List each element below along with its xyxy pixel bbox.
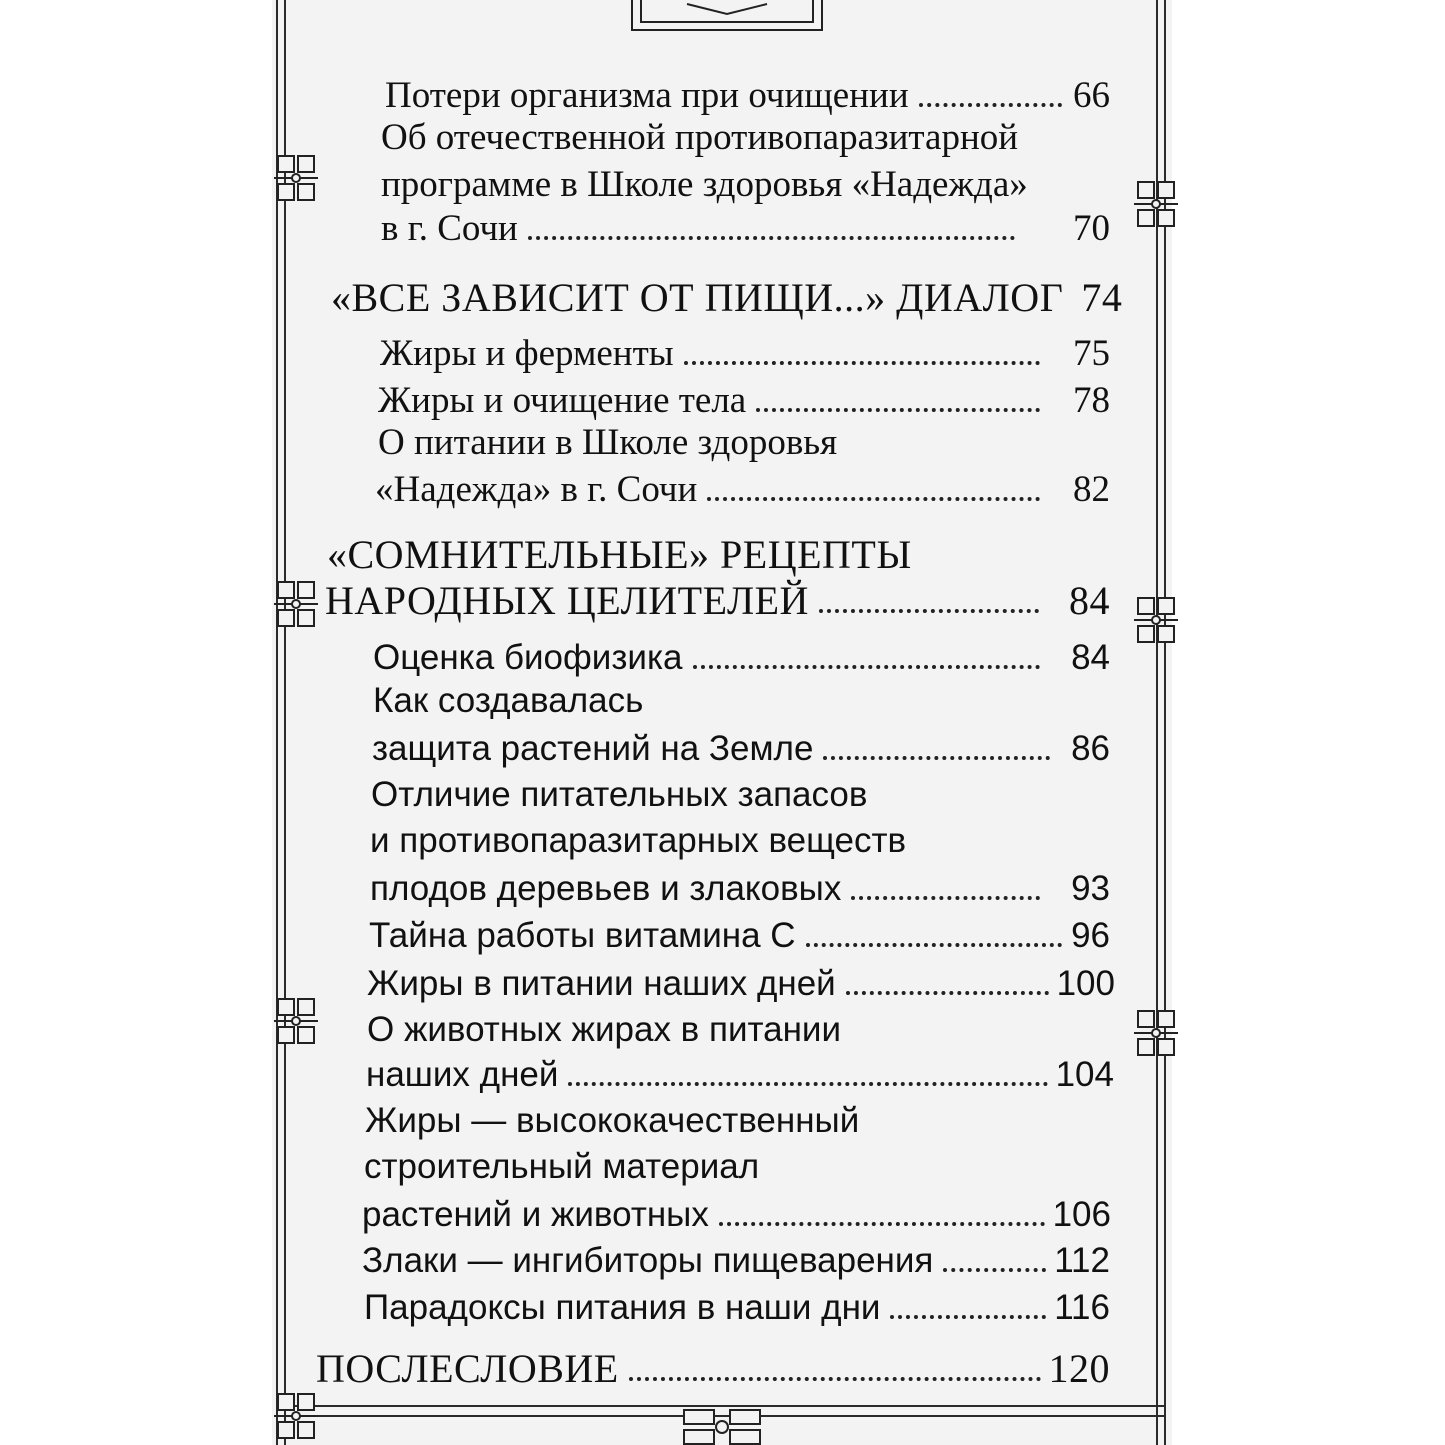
toc-entry-page: 106	[1052, 1194, 1111, 1234]
toc-entry	[385, 72, 1110, 118]
toc-entry	[381, 161, 1028, 207]
toc-entry-title: плодов деревьев и злаковых	[370, 868, 842, 908]
toc-section-title: ПОСЛЕСЛОВИЕ	[316, 1346, 619, 1391]
toc-entry	[375, 466, 1110, 512]
toc-entry-title: защита растений на Земле	[372, 728, 814, 768]
toc-entry-title: Жиры и ферменты	[380, 332, 674, 374]
leader-dots	[528, 236, 1015, 240]
toc-entry	[366, 1051, 1114, 1097]
toc-entry-page: 86	[1071, 728, 1110, 768]
frame-knot-icon	[274, 578, 318, 630]
toc-section	[327, 532, 912, 578]
toc-entry-title: Жиры и очищение тела	[378, 379, 747, 421]
toc-section-title: НАРОДНЫХ ЦЕЛИТЕЛЕЙ	[325, 578, 809, 623]
toc-entry-title: «Надежда» в г. Сочи	[375, 468, 698, 510]
toc-entry	[371, 771, 867, 817]
toc-entry	[369, 912, 1110, 958]
toc-entry-title: Парадоксы питания в наши дни	[364, 1287, 881, 1327]
leader-dots	[629, 1377, 1041, 1381]
toc-entry-page: 100	[1056, 963, 1115, 1003]
frame-knot-icon	[274, 995, 318, 1047]
frame-knot-icon	[274, 1390, 318, 1442]
leader-dots	[890, 1315, 1046, 1319]
toc-entry-page: 66	[1073, 74, 1110, 116]
toc-entry	[367, 1006, 841, 1052]
toc-entry	[378, 377, 1110, 423]
toc-entry	[380, 330, 1110, 376]
toc-entry-title: Как создавалась	[373, 680, 644, 720]
toc-entry	[362, 1191, 1111, 1237]
frame-knot-icon	[1134, 594, 1178, 646]
leader-dots	[568, 1082, 1047, 1086]
toc-entry-page: 84	[1071, 637, 1110, 677]
toc-entry-page: 93	[1071, 868, 1110, 908]
leader-dots	[756, 408, 1040, 412]
toc-entry	[372, 725, 1110, 771]
toc-entry	[362, 1237, 1110, 1283]
leader-dots	[851, 896, 1040, 900]
toc-entry-title: Об отечественной противопаразитарной	[381, 116, 1019, 158]
leader-dots	[684, 361, 1040, 365]
toc-entry-page: 74	[1081, 275, 1123, 320]
leader-dots	[719, 1222, 1045, 1226]
toc-entry-page: 104	[1055, 1054, 1114, 1094]
toc-entry-title: и противопаразитарных веществ	[370, 820, 907, 860]
toc-entry	[381, 114, 1018, 160]
frame-knot-icon	[274, 152, 318, 204]
toc-entry-title: Оценка биофизика	[373, 637, 683, 677]
toc-entry	[373, 634, 1110, 680]
leader-dots	[707, 497, 1040, 501]
frame-left-outer	[276, 0, 278, 1445]
toc-entry	[381, 205, 1110, 251]
toc-entry-page: 82	[1073, 468, 1110, 510]
toc-entry-page: 120	[1048, 1346, 1110, 1391]
toc-section-title: «ВСЕ ЗАВИСИТ ОТ ПИЩИ...» ДИАЛОГ	[331, 275, 1064, 320]
toc-section	[331, 275, 1123, 321]
toc-entry-title: О животных жирах в питании	[367, 1009, 842, 1049]
toc-entry	[370, 865, 1110, 911]
toc-entry-page: 70	[1073, 207, 1110, 249]
toc-entry-title: Жиры — высококачественный	[365, 1100, 860, 1140]
toc-entry	[378, 419, 837, 465]
toc-entry	[364, 1284, 1110, 1330]
toc-entry-title: Злаки — ингибиторы пищеварения	[362, 1240, 934, 1280]
toc-entry	[367, 960, 1115, 1006]
toc-entry-title: Отличие питательных запасов	[371, 774, 868, 814]
top-ornament-icon	[627, 0, 827, 34]
leader-dots	[823, 756, 1050, 760]
frame-knot-icon	[1134, 178, 1178, 230]
toc-entry-title: строительный материал	[364, 1146, 760, 1186]
toc-entry	[373, 677, 643, 723]
toc-entry-page: 84	[1069, 578, 1110, 623]
toc-entry-title: в г. Сочи	[381, 207, 518, 249]
toc-section	[325, 578, 1110, 624]
leader-dots	[819, 609, 1039, 613]
toc-entry-title: Тайна работы витамина С	[369, 915, 796, 955]
toc-entry-title: растений и животных	[362, 1194, 709, 1234]
toc-entry-title: Потери организма при очищении	[385, 74, 909, 116]
toc-section	[316, 1346, 1110, 1392]
leader-dots	[693, 665, 1041, 669]
toc-entry-title: наших дней	[366, 1054, 559, 1094]
toc-section-title: «СОМНИТЕЛЬНЫЕ» РЕЦЕПТЫ	[327, 532, 912, 577]
toc-entry	[364, 1143, 759, 1189]
toc-entry-page: 78	[1073, 379, 1110, 421]
frame-knot-icon	[1134, 1007, 1178, 1059]
leader-dots	[806, 943, 1062, 947]
leader-dots	[943, 1268, 1046, 1272]
toc-entry-page: 75	[1073, 332, 1110, 374]
toc-entry-page: 116	[1054, 1287, 1110, 1327]
toc-entry-page: 112	[1054, 1240, 1110, 1280]
leader-dots	[919, 103, 1062, 107]
toc-entry-title: О питании в Школе здоровья	[378, 421, 838, 463]
frame-left-inner	[284, 0, 286, 1445]
toc-entry-title: Жиры в питании наших дней	[367, 963, 836, 1003]
bottom-ornament-icon	[676, 1404, 768, 1445]
toc-entry-page: 96	[1071, 915, 1110, 955]
leader-dots	[846, 991, 1049, 995]
toc-entry-title: программе в Школе здоровья «Надежда»	[381, 163, 1028, 205]
toc-entry	[370, 817, 906, 863]
toc-entry	[365, 1097, 859, 1143]
